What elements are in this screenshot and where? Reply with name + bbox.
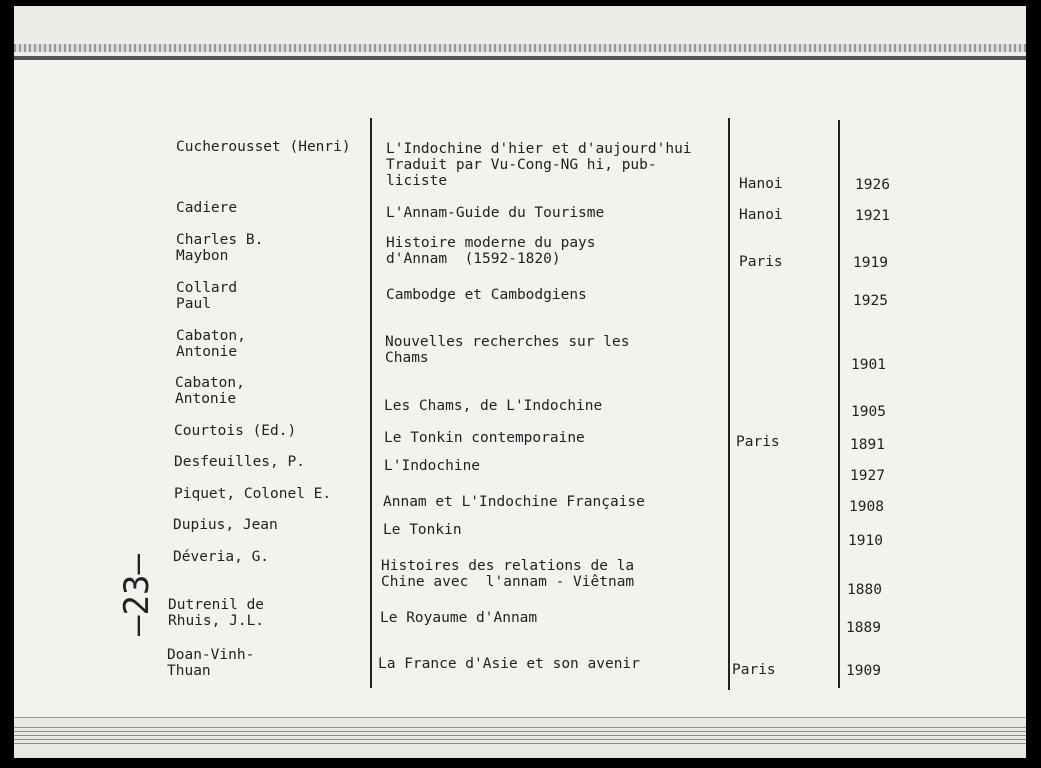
author-cell: Dupius, Jean	[173, 517, 278, 533]
author-cell: Piquet, Colonel E.	[174, 486, 332, 502]
column-rule-year	[838, 120, 840, 688]
year-cell: 1901	[851, 357, 886, 373]
author-cell: Doan-Vinh- Thuan	[167, 647, 255, 679]
page-number: —23—	[117, 554, 157, 636]
year-cell: 1927	[850, 468, 885, 484]
year-cell: 1921	[855, 208, 890, 224]
column-rule-place	[728, 118, 730, 690]
year-cell: 1908	[849, 499, 884, 515]
year-cell: 1905	[851, 404, 886, 420]
author-cell: Cabaton, Antonie	[175, 375, 245, 407]
author-cell: Cadiere	[176, 200, 238, 216]
author-cell: Cucherousset (Henri)	[176, 139, 351, 155]
year-cell: 1891	[850, 437, 885, 453]
place-cell: Hanoi	[739, 176, 783, 192]
year-cell: 1880	[847, 582, 882, 598]
title-cell: L'Indochine d'hier et d'aujourd'hui Traduit par Vu-Cong-NG hi, pub- liciste	[386, 141, 692, 189]
title-cell: Le Royaume d'Annam	[380, 610, 538, 626]
author-cell: Collard Paul	[176, 280, 238, 312]
year-cell: 1926	[855, 177, 890, 193]
place-cell: Paris	[736, 434, 780, 450]
author-cell: Cabaton, Antonie	[176, 328, 246, 360]
author-cell: Courtois (Ed.)	[174, 423, 297, 439]
title-cell: Le Tonkin	[383, 522, 462, 538]
place-cell: Paris	[739, 254, 783, 270]
top-fold	[14, 6, 1026, 60]
title-cell: L'Indochine	[384, 458, 481, 474]
title-cell: Les Chams, de L'Indochine	[384, 398, 603, 414]
title-cell: Annam et L'Indochine Française	[383, 494, 645, 510]
title-cell: Cambodge et Cambodgiens	[386, 287, 587, 303]
place-cell: Hanoi	[739, 207, 783, 223]
title-cell: Histoire moderne du pays d'Annam (1592-1820)	[386, 235, 596, 267]
title-cell: La France d'Asie et son avenir	[378, 656, 640, 672]
year-cell: 1889	[846, 620, 881, 636]
bottom-fold	[14, 717, 1026, 758]
title-cell: Le Tonkin contemporaine	[384, 430, 585, 446]
title-cell: Nouvelles recherches sur les Chams	[385, 334, 630, 366]
author-cell: Charles B. Maybon	[176, 232, 264, 264]
author-cell: Déveria, G.	[173, 549, 270, 565]
column-rule-title	[370, 118, 372, 688]
title-cell: Histoires des relations de la Chine avec l'annam - Viêtnam	[381, 558, 635, 590]
year-cell: 1910	[848, 533, 883, 549]
title-cell: L'Annam-Guide du Tourisme	[386, 205, 605, 221]
author-cell: Desfeuilles, P.	[174, 454, 305, 470]
author-cell: Dutrenil de Rhuis, J.L.	[168, 597, 265, 629]
year-cell: 1919	[853, 255, 888, 271]
document-page	[14, 6, 1026, 758]
place-cell: Paris	[732, 662, 776, 678]
year-cell: 1925	[853, 293, 888, 309]
year-cell: 1909	[846, 663, 881, 679]
